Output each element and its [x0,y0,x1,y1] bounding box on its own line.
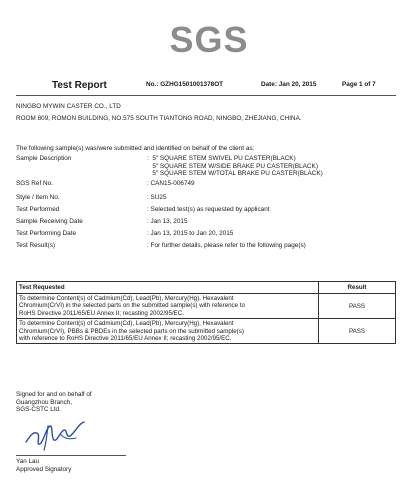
client-name: NINGBO MYWIN CASTER CO., LTD [16,103,121,110]
field-label: SGS Ref No. [16,180,53,187]
signer-title: Approved Signatory [16,465,72,473]
header-divider [16,95,396,96]
field-value [147,155,323,178]
report-title: Test Report [52,80,107,91]
signer-block [16,458,71,473]
test-requested-cell [17,294,319,319]
signoff-block [16,391,92,414]
signoff-line: Guangzhou Branch, [16,398,73,406]
report-header [0,80,411,94]
client-address: ROOM 809, ROMON BUILDING, NO.575 SOUTH TIANTONG ROAD, NINGBO, ZHEJIANG, CHINA. [16,115,302,122]
header-result: Result [319,282,396,294]
cell-line: with reference to RoHS Directive 2011/65/EU Annex II; recasting 2002/95/EC. [19,335,232,343]
results-table [16,281,396,344]
cell-line: RoHS Directive 2011/65/EU Annex II; recasting 2002/95/EC. [19,309,184,317]
field-label: Sample Description [16,155,72,162]
report-number: No.: GZHG1501001378OT [146,81,224,88]
table-header-row [17,282,396,294]
intro-text: The following sample(s) was/were submitted and identified on behalf of the client as: [16,145,255,152]
field-label: Style / Item No. [16,194,60,201]
report-date: Date: Jan 20, 2015 [261,81,317,88]
field-value: : For further details, please refer to the following page(s) [147,242,306,249]
cell-line: Chromium(CrVI) in the selected parts on the submitted sample(s) with reference to [19,302,245,310]
table-row [17,294,396,319]
field-label: Test Performing Date [16,230,77,237]
cell-line: To determine Content(s) of Cadmium(Cd), Lead(Pb), Mercury(Hg), Hexavalent [19,320,234,328]
field-value-line: 5" SQUARE STEM W/SIDE BRAKE PU CASTER(BLACK) [147,162,318,170]
table-row [17,319,396,344]
signoff-line: Signed for and on behalf of [16,391,92,398]
field-value: : Selected test(s) as requested by applicant [147,206,270,213]
field-value: : Jan 13, 2015 to Jan 20, 2015 [147,230,234,237]
result-cell: PASS [319,319,396,344]
result-cell: PASS [319,294,396,319]
field-value: : SU25 [147,194,167,201]
field-value: : CAN15-006749 [147,180,195,187]
field-label: Test Result(s) [16,242,56,249]
field-value-line: 5" SQUARE STEM W/TOTAL BRAKE PU CASTER(BLACK) [147,170,323,178]
header-test-requested: Test Requested [17,282,319,294]
sgs-logo [164,20,254,58]
test-requested-cell [17,319,319,344]
cell-line: To determine Content(s) of Cadmium(Cd), Lead(Pb), Mercury(Hg), Hexavalent [19,295,234,302]
sgs-logo-text: SGS [169,20,249,58]
signature-line [16,455,126,456]
cell-line: Chromium(CrVI), PBBs & PBDEs in the selected parts on the submitted sample(s) [19,327,244,335]
field-label: Sample Receiving Date [16,218,83,225]
signer-name: Yan Lau [16,458,39,465]
field-value: : Jan 13, 2015 [147,218,188,225]
field-label: Test Performed [16,206,60,213]
field-value-line: : 5" SQUARE STEM SWIVEL PU CASTER(BLACK) [147,155,296,162]
signoff-line: SGS-CSTC Ltd. [16,406,61,414]
handwritten-signature [20,416,92,452]
page-indicator: Page 1 of 7 [342,81,376,88]
